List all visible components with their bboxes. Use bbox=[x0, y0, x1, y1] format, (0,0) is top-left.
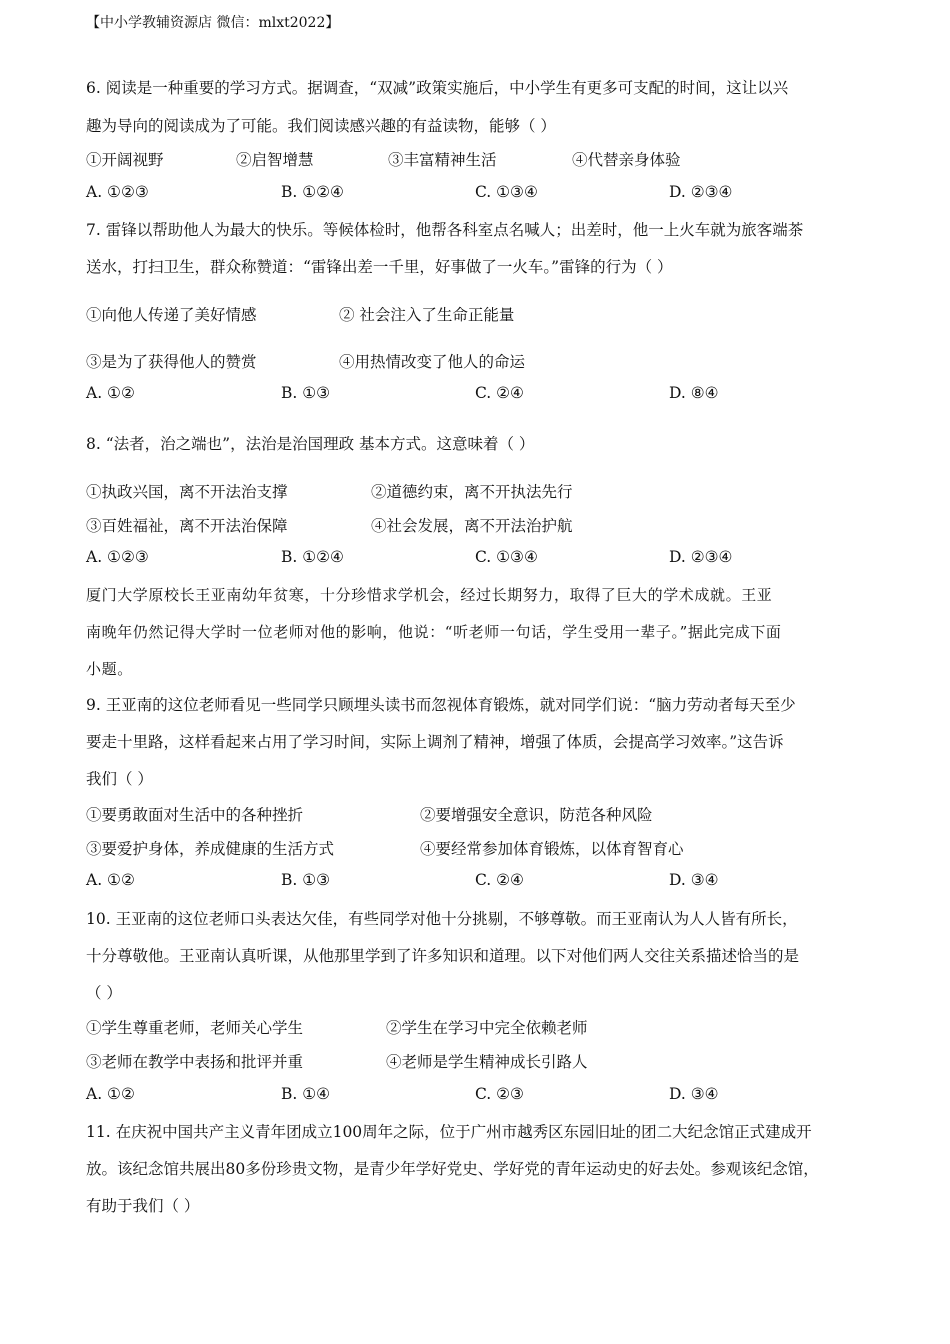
q9-option-d: D. ③④ bbox=[669, 871, 719, 889]
q8-item-4: ④社会发展，离不开法治护航 bbox=[371, 517, 573, 535]
q8-item-1: ①执政兴国，离不开法治支撑 bbox=[86, 483, 288, 501]
passage-line-2: 南晚年仍然记得大学时一位老师对他的影响，他说：“听老师一句话，学生受用一辈子。”据此完成下面 bbox=[86, 623, 782, 641]
q7-option-a: A. ①② bbox=[86, 384, 135, 402]
q8-stem: 8. “法者，治之端也”，法治是治国理政 基本方式。这意味着（ ） bbox=[86, 435, 535, 453]
q9-option-b: B. ①③ bbox=[281, 871, 331, 889]
q7-option-b: B. ①③ bbox=[281, 384, 331, 402]
q10-option-a: A. ①② bbox=[86, 1085, 135, 1103]
q6-option-c: C. ①③④ bbox=[475, 183, 538, 201]
q7-item-4: ④用热情改变了他人的命运 bbox=[339, 353, 526, 371]
q7-option-d: D. ⑧④ bbox=[669, 384, 719, 402]
q8-item-2: ②道德约束，离不开执法先行 bbox=[371, 483, 573, 501]
q10-item-3: ③老师在教学中表扬和批评并重 bbox=[86, 1053, 304, 1071]
passage-line-3: 小题。 bbox=[86, 660, 133, 678]
q6-item-3: ③丰富精神生活 bbox=[388, 151, 497, 169]
q8-option-d: D. ②③④ bbox=[669, 548, 733, 566]
q6-option-b: B. ①②④ bbox=[281, 183, 344, 201]
q6-item-2: ②启智增慧 bbox=[236, 151, 314, 169]
q8-option-b: B. ①②④ bbox=[281, 548, 344, 566]
q10-item-2: ②学生在学习中完全依赖老师 bbox=[386, 1019, 588, 1037]
q6-option-d: D. ②③④ bbox=[669, 183, 733, 201]
q6-stem-line-2: 趣为导向的阅读成为了可能。我们阅读感兴趣的有益读物，能够（ ） bbox=[86, 117, 556, 135]
q9-stem-line-2: 要走十里路，这样看起来占用了学习时间，实际上调剂了精神，增强了体质，会提高学习效率。”这告诉 bbox=[86, 733, 784, 751]
q10-stem-line-1: 10. 王亚南的这位老师口头表达欠佳，有些同学对他十分挑剔，不够尊敬。而王亚南认为人人皆有所长， bbox=[86, 910, 798, 928]
page-header: 【中小学教辅资源店 微信：mlxt2022】 bbox=[86, 15, 340, 31]
passage-line-1: 厦门大学原校长王亚南幼年贫寒，十分珍惜求学机会，经过长期努力，取得了巨大的学术成就。王亚 bbox=[86, 586, 773, 604]
q10-item-4: ④老师是学生精神成长引路人 bbox=[386, 1053, 588, 1071]
q9-option-c: C. ②④ bbox=[475, 871, 524, 889]
q8-option-c: C. ①③④ bbox=[475, 548, 538, 566]
q8-option-a: A. ①②③ bbox=[86, 548, 149, 566]
q9-stem-line-1: 9. 王亚南的这位老师看见一些同学只顾埋头读书而忽视体育锻炼，就对同学们说：“脑力劳动者每天至少 bbox=[86, 696, 796, 714]
q10-option-d: D. ③④ bbox=[669, 1085, 719, 1103]
q10-option-c: C. ②③ bbox=[475, 1085, 524, 1103]
q11-stem-line-1: 11. 在庆祝中国共产主义青年团成立100周年之际，位于广州市越秀区东园旧址的团二大纪念馆正式建成开 bbox=[86, 1123, 812, 1141]
q6-item-1: ①开阔视野 bbox=[86, 151, 164, 169]
q11-stem-line-3: 有助于我们（ ） bbox=[86, 1197, 200, 1215]
q11-stem-line-2: 放。该纪念馆共展出80多份珍贵文物，是青少年学好党史、学好党的青年运动史的好去处。参观该纪念馆， bbox=[86, 1160, 819, 1178]
q9-item-2: ②要增强安全意识，防范各种风险 bbox=[420, 806, 653, 824]
q9-stem-line-3: 我们（ ） bbox=[86, 770, 153, 788]
q6-item-4: ④代替亲身体验 bbox=[572, 151, 681, 169]
q10-stem-line-3: （ ） bbox=[86, 984, 122, 1002]
q7-item-1: ①向他人传递了美好情感 bbox=[86, 306, 257, 324]
q10-option-b: B. ①④ bbox=[281, 1085, 331, 1103]
q7-option-c: C. ②④ bbox=[475, 384, 524, 402]
q8-item-3: ③百姓福祉，离不开法治保障 bbox=[86, 517, 288, 535]
q9-item-1: ①要勇敢面对生活中的各种挫折 bbox=[86, 806, 304, 824]
q7-item-2: ② 社会注入了生命正能量 bbox=[339, 306, 515, 324]
q9-item-3: ③要爱护身体，养成健康的生活方式 bbox=[86, 840, 335, 858]
q6-option-a: A. ①②③ bbox=[86, 183, 149, 201]
q9-option-a: A. ①② bbox=[86, 871, 135, 889]
q10-item-1: ①学生尊重老师，老师关心学生 bbox=[86, 1019, 304, 1037]
q7-item-3: ③是为了获得他人的赞赏 bbox=[86, 353, 257, 371]
q7-stem-line-1: 7. 雷锋以帮助他人为最大的快乐。等候体检时，他帮各科室点名喊人；出差时，他一上火车就为旅客端茶 bbox=[86, 221, 804, 239]
q7-stem-line-2: 送水，打扫卫生，群众称赞道：“雷锋出差一千里，好事做了一火车。”雷锋的行为（ ） bbox=[86, 258, 673, 276]
q9-item-4: ④要经常参加体育锻炼，以体育智育心 bbox=[420, 840, 684, 858]
q6-stem-line-1: 6. 阅读是一种重要的学习方式。据调查，“双减”政策实施后，中小学生有更多可支配的时间，这让以兴 bbox=[86, 79, 789, 97]
q10-stem-line-2: 十分尊敬他。王亚南认真听课，从他那里学到了许多知识和道理。以下对他们两人交往关系描述恰当的是 bbox=[86, 947, 800, 965]
